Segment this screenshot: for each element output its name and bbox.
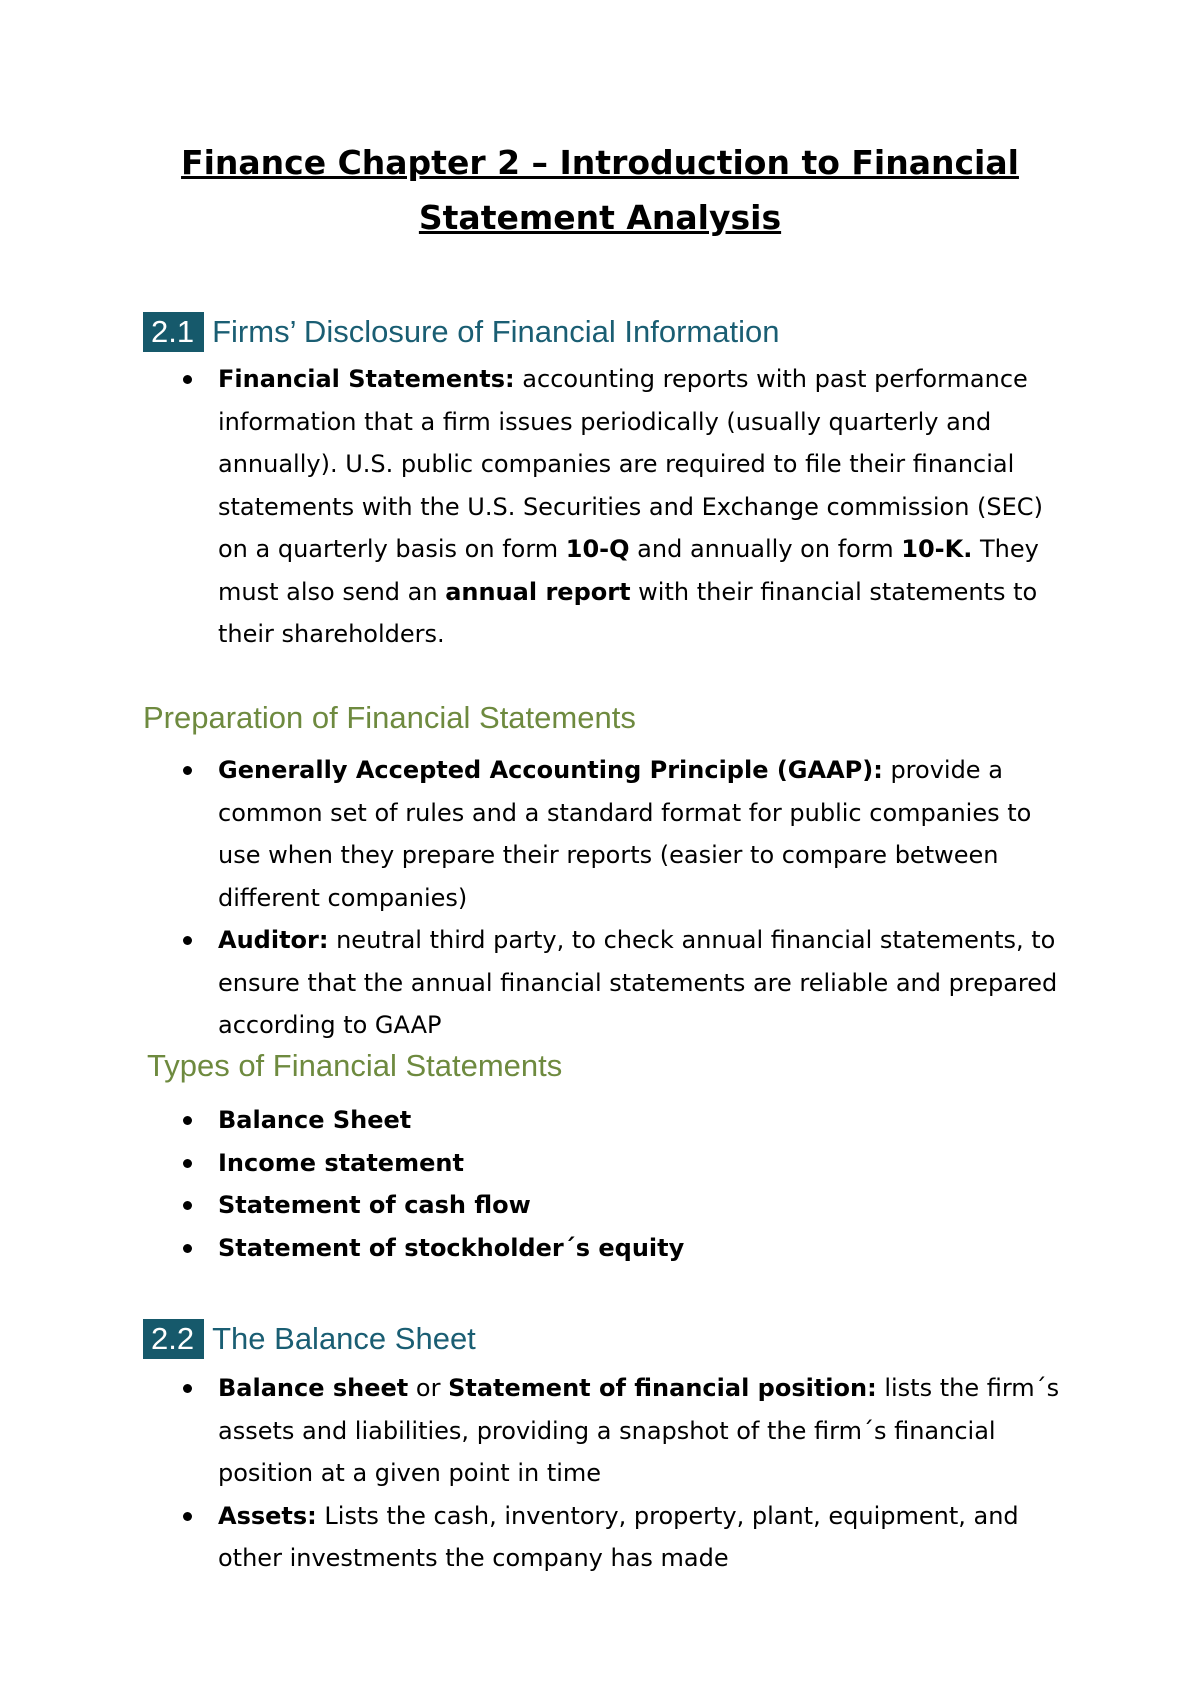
preparation-list (0, 749, 1100, 1047)
section-2-1-title: Firms’ Disclosure of Financial Information (212, 314, 780, 349)
term-gaap: Generally Accepted Accounting Principle (GAAP): (218, 756, 883, 784)
type-stockholders-equity: Statement of stockholder´s equity (218, 1233, 685, 1262)
term-annual-report: annual report (445, 577, 631, 606)
definition-text: They must also send an (218, 535, 1039, 606)
definition-text: provide a common set of rules and a standard format for public companies to use when they prepare their reports (easier to compare between different companies) (218, 756, 1032, 912)
list-item-type (0, 1142, 1100, 1185)
term-auditor: Auditor: (218, 926, 329, 954)
bullet-icon (183, 936, 192, 945)
bullet-icon (183, 1384, 192, 1393)
section-2-1-list (0, 358, 1100, 656)
list-item-balance-sheet (0, 1367, 1100, 1495)
definition-text: and annually on form (629, 535, 902, 563)
bullet-icon (183, 766, 192, 775)
list-item-auditor (0, 919, 1100, 1047)
definition-text: Lists the cash, inventory, property, plant, equipment, and other investments the company has made (218, 1501, 1019, 1572)
list-item-assets (0, 1495, 1100, 1580)
section-2-2-title: The Balance Sheet (212, 1321, 476, 1356)
list-item-type (0, 1099, 1100, 1142)
connector-text: or (408, 1374, 449, 1402)
term-financial-statements: Financial Statements: (218, 365, 515, 393)
bullet-icon (183, 1116, 192, 1125)
definition-text: with their financial statements to their shareholders. (218, 577, 1038, 648)
section-2-2-list (0, 1367, 1100, 1580)
definition-text: lists the firm´s assets and liabilities, providing a snapshot of the firm´s financial position at a given point in time (218, 1374, 1060, 1487)
list-item-type (0, 1227, 1100, 1270)
term-statement-financial-position: Statement of financial position: (448, 1374, 877, 1402)
bullet-icon (183, 1244, 192, 1253)
section-2-1-number: 2.1 (143, 312, 204, 352)
title-line-2: Statement Analysis (418, 198, 782, 237)
term-balance-sheet: Balance sheet (218, 1374, 409, 1402)
bullet-icon (183, 1159, 192, 1168)
bullet-icon (183, 1512, 192, 1521)
list-item-financial-statements (0, 358, 1100, 656)
type-cash-flow: Statement of cash flow (218, 1191, 531, 1219)
type-balance-sheet: Balance Sheet (218, 1106, 412, 1134)
definition-text: accounting reports with past performance information that a firm issues periodically (usually quarterly and annually). U.S. public companies are required to file their financial statements with the U.S. Securities and Exchange commission (SEC) on a quarterly basis on form (218, 365, 1043, 563)
term-10q: 10-Q (565, 535, 630, 563)
types-list (0, 1099, 1100, 1269)
list-item-type (0, 1184, 1100, 1227)
bullet-icon (183, 375, 192, 384)
title-line-1: Finance Chapter 2 – Introduction to Financial (181, 143, 1019, 182)
section-2-1-heading (143, 312, 779, 352)
type-income-statement: Income statement (218, 1148, 464, 1177)
term-10k: 10-K. (901, 535, 973, 563)
section-2-2-number: 2.2 (143, 1319, 204, 1359)
document-title (100, 135, 1100, 245)
types-heading: Types of Financial Statements (147, 1048, 563, 1083)
preparation-heading: Preparation of Financial Statements (143, 700, 636, 735)
definition-text: neutral third party, to check annual financial statements, to ensure that the annual financial statements are reliable and prepared according to GAAP (218, 926, 1058, 1039)
term-assets: Assets: (218, 1501, 317, 1530)
list-item-gaap (0, 749, 1100, 919)
section-2-2-heading (143, 1319, 476, 1359)
bullet-icon (183, 1201, 192, 1210)
